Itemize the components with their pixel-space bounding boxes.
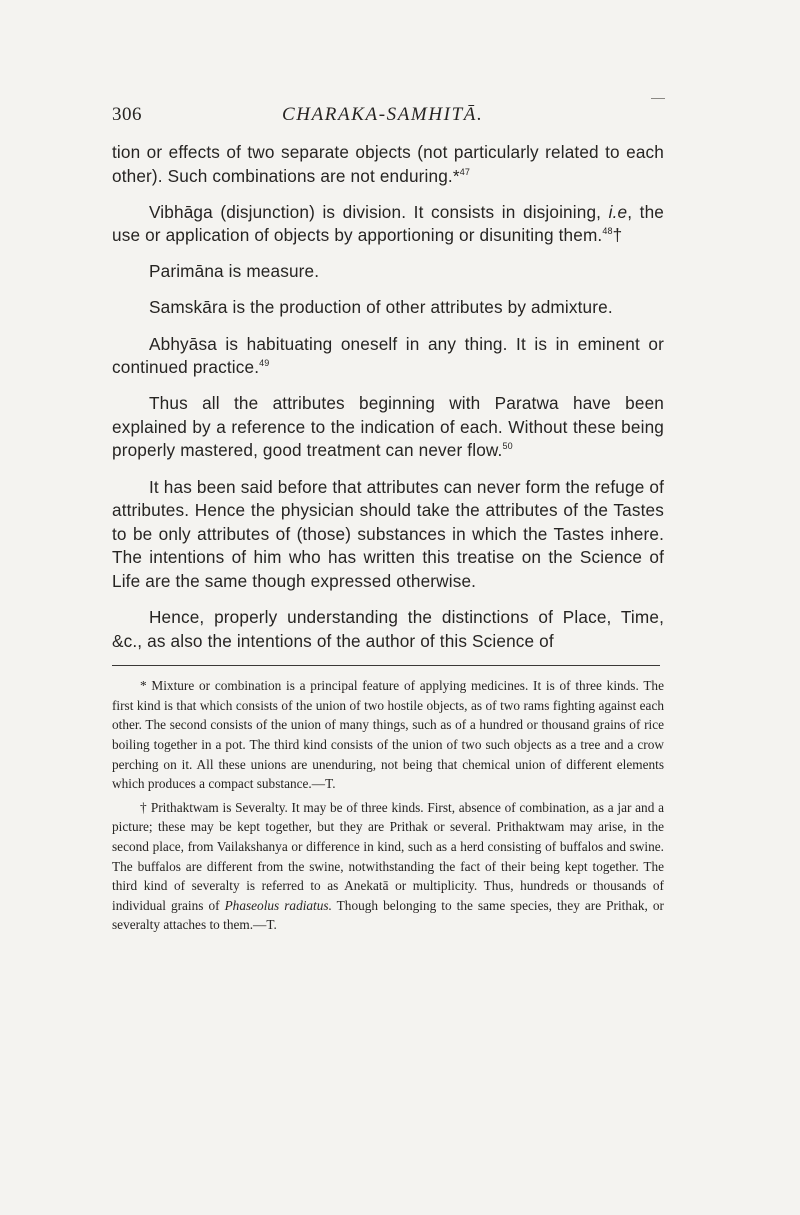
footnote-divider bbox=[112, 665, 660, 666]
footnote-ref-dagger: † bbox=[612, 225, 623, 246]
footnote-prithaktwam-text-b: Though belonging to the same species, they are Prithak, or severalty attaches to them. bbox=[112, 897, 664, 933]
paragraph-hence: Hence, properly understanding the distinctions of Place, Time, &c., as also the intentions of the author of this Science of bbox=[112, 607, 664, 651]
paragraph-vibhaga bbox=[112, 201, 664, 248]
footnote-prithaktwam bbox=[112, 798, 664, 935]
paragraph-vibhaga-text-b: , the use or application of objects by apportioning or disuniting them. bbox=[112, 201, 665, 246]
body-text bbox=[112, 141, 664, 653]
paragraph-vibhaga-text-a: Vibhāga (disjunction) is division. It consists in disjoining, bbox=[149, 201, 609, 222]
note-number-47: 47 bbox=[459, 166, 471, 177]
footnote-mixture bbox=[112, 676, 664, 794]
book-page bbox=[112, 100, 664, 939]
paragraph-paratwa-text: Thus all the attributes beginning with Paratwa have been explained by a reference to the indication of each. Without these being properly mastered, good treatment can never flow. bbox=[112, 393, 664, 461]
footnote-ref-asterisk: * bbox=[452, 165, 460, 186]
paragraph-attributes: It has been said before that attributes can never form the refuge of attributes. Hence the physician should take the attributes of the Tastes to be only attributes of (those) substances in which the Tastes inhere. The intentions of him who has written this treatise on the Science of Life are the same though expressed otherwise. bbox=[112, 476, 664, 591]
footnote-prithaktwam-mark: † bbox=[140, 799, 148, 815]
running-head bbox=[112, 100, 664, 132]
species-name: Phaseolus radiatus. bbox=[224, 897, 332, 913]
footnote-mixture-signature: —T. bbox=[311, 776, 336, 792]
print-mark bbox=[651, 98, 665, 99]
paragraph-abhyasa-text: Abhyāsa is habituating oneself in any thing. It is in eminent or continued practice. bbox=[112, 333, 664, 378]
note-number-48: 48 bbox=[602, 226, 613, 237]
ie-abbreviation: i.e bbox=[608, 201, 628, 222]
footnote-prithaktwam-signature: —T. bbox=[253, 917, 277, 933]
page-number: 306 bbox=[112, 104, 142, 125]
footnote-prithaktwam-text-a: Prithaktwam is Severalty. It may be of three kinds. First, absence of combination, as a jar and a picture; these may be kept together, but they are Prithak or several. Prithaktwam may arise, in the second place, from Vailakshanya or difference in kind, such as a herd consisting of buffalos and swine. The buffalos are different from the swine, notwithstanding the fact of their being kept together. The third kind of severalty is referred to as Anekatā or multiplicity. Thus, hundreds or thousands of individual grains of bbox=[112, 799, 664, 913]
paragraph-samskara: Samskāra is the production of other attributes by admixture. bbox=[149, 297, 613, 318]
footnotes bbox=[112, 676, 664, 935]
note-number-49: 49 bbox=[259, 358, 270, 369]
paragraph-parimana: Parimāna is measure. bbox=[149, 261, 320, 282]
paragraph-paratwa bbox=[112, 392, 664, 463]
note-number-50: 50 bbox=[502, 441, 513, 452]
paragraph-1-text: tion or effects of two separate objects (not particularly related to each other). Such combinations are not enduring. bbox=[112, 142, 664, 186]
paragraph-1 bbox=[112, 141, 664, 188]
footnote-mixture-text: Mixture or combination is a principal feature of applying medicines. It is of three kinds. The first kind is that which consists of the union of two hostile objects, as of two rams fighting against each other. The second consists of the union of many things, such as of a hundred or thousand grains of rice boiling together in a pot. The third kind consists of the union of two such objects as a tree and a crow perching on it. All these unions are unenduring, not being that chemical union of different elements which produces a compact substance. bbox=[112, 678, 664, 792]
running-title: CHARAKA-SAMHITĀ. bbox=[282, 104, 484, 125]
footnote-mixture-mark: * bbox=[140, 678, 147, 694]
paragraph-abhyasa bbox=[112, 333, 664, 380]
